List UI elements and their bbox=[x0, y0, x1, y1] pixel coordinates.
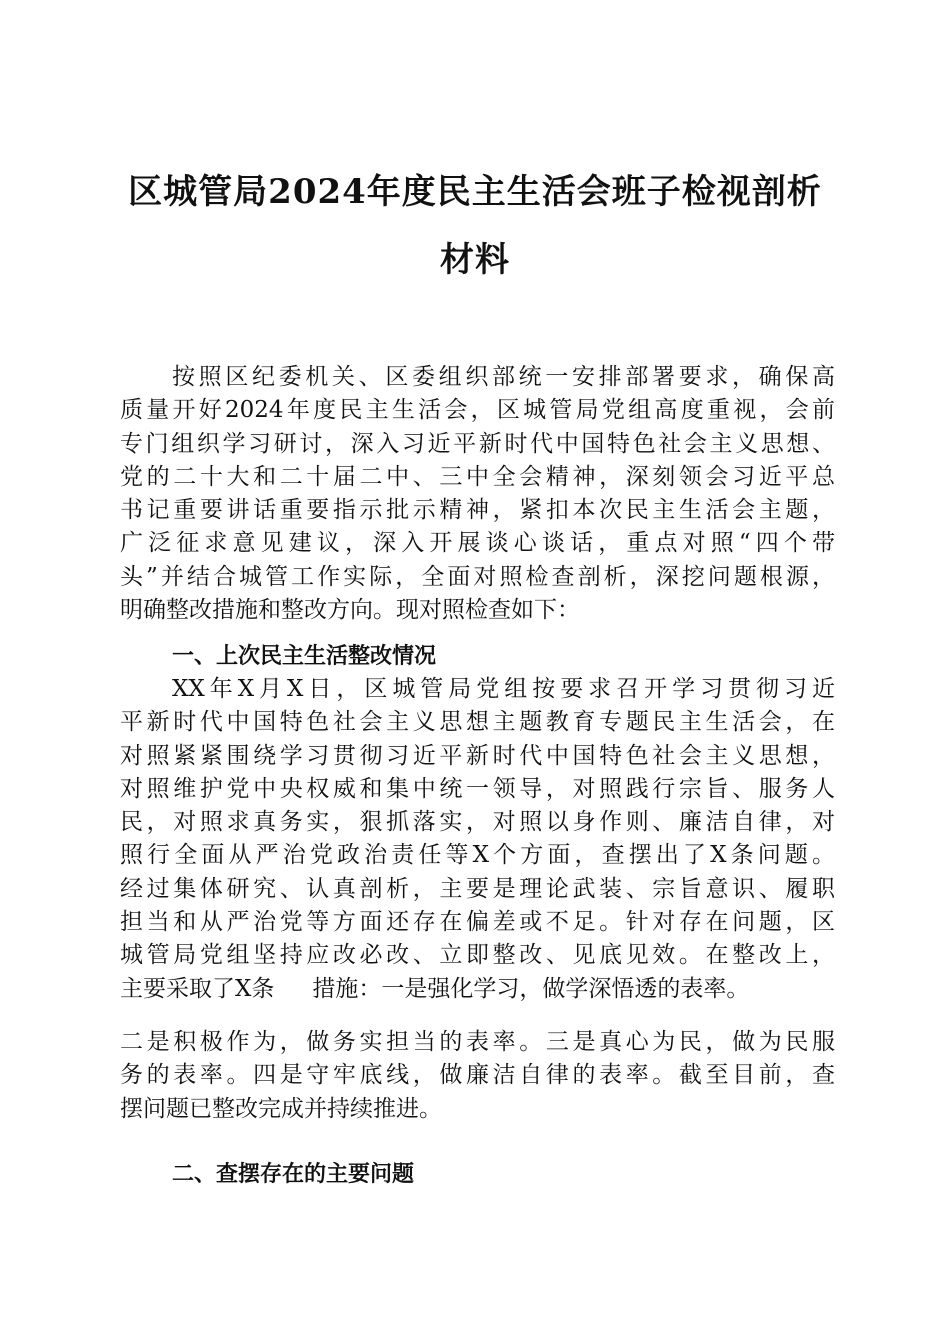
split-line-before: 主要采取了X条 bbox=[120, 975, 275, 1002]
section-heading-text: 一、上次民主生活整改情况 bbox=[172, 644, 437, 669]
document-title-line-1: 区城管局2024年度民主生活会班子检视剖析 bbox=[128, 172, 822, 212]
paragraph-split-line bbox=[120, 973, 835, 1006]
paragraph-line: 务的表率。四是守牢底线，做廉洁自律的表率。截至目前，查 bbox=[120, 1062, 835, 1089]
paragraph-line: 摆问题已整改完成并持续推进。 bbox=[120, 1095, 442, 1122]
paragraph-line: 按照区纪委机关、区委组织部统一安排部署要求，确保高 bbox=[172, 364, 835, 390]
paragraph-line: 担当和从严治党等方面还存在偏差或不足。针对存在问题，区 bbox=[120, 909, 835, 936]
intro-paragraph bbox=[120, 361, 835, 627]
paragraph-line: 质量开好2024年度民主生活会，区城管局党组高度重视，会前 bbox=[120, 397, 835, 424]
paragraph-line: 对照维护党中央权威和集中统一领导，对照践行宗旨、服务人 bbox=[120, 775, 835, 802]
section-heading-1 bbox=[120, 640, 835, 673]
paragraph-line: 头”并结合城管工作实际，全面对照检查剖析，深挖问题根源， bbox=[120, 563, 835, 590]
paragraph-line: 民，对照求真务实，狠抓落实，对照以身作则、廉洁自律，对 bbox=[120, 809, 835, 836]
paragraph-line: 广泛征求意见建议，深入开展谈心谈话，重点对照“四个带 bbox=[120, 530, 835, 557]
split-line-after: 措施：一是强化学习，做学深悟透的表率。 bbox=[312, 975, 750, 1002]
paragraph-line: 明确整改措施和整改方向。现对照检查如下： bbox=[120, 597, 580, 624]
paragraph-line: 二是积极作为，做务实担当的表率。三是真心为民，做为民服 bbox=[120, 1029, 835, 1055]
rectification-paragraph-continued bbox=[120, 1026, 835, 1126]
paragraph-line: 经过集体研究、认真剖析，主要是理论武装、宗旨意识、履职 bbox=[120, 875, 835, 902]
paragraph-line: 照行全面从严治党政治责任等X个方面，查摆出了X条问题。 bbox=[120, 842, 835, 869]
paragraph-line: 书记重要讲话重要指示批示精神，紧扣本次民主生活会主题， bbox=[120, 497, 835, 524]
rectification-paragraph bbox=[120, 673, 835, 1006]
paragraph-line: XX年X月X日，区城管局党组按要求召开学习贯彻习近 bbox=[172, 676, 835, 702]
paragraph-line: 对照紧紧围绕学习贯彻习近平新时代中国特色社会主义思想， bbox=[120, 742, 835, 769]
paragraph-line: 平新时代中国特色社会主义思想主题教育专题民主生活会，在 bbox=[120, 709, 835, 736]
section-heading-text: 二、查摆存在的主要问题 bbox=[172, 1162, 415, 1187]
paragraph-line: 专门组织学习研讨，深入习近平新时代中国特色社会主义思想、 bbox=[120, 430, 835, 457]
paragraph-line: 城管局党组坚持应改必改、立即整改、见底见效。在整改上， bbox=[120, 942, 835, 969]
section-heading-2 bbox=[120, 1158, 835, 1191]
paragraph-line: 党的二十大和二十届二中、三中全会精神，深刻领会习近平总 bbox=[120, 463, 835, 490]
document-title-line-2: 材料 bbox=[440, 240, 510, 280]
